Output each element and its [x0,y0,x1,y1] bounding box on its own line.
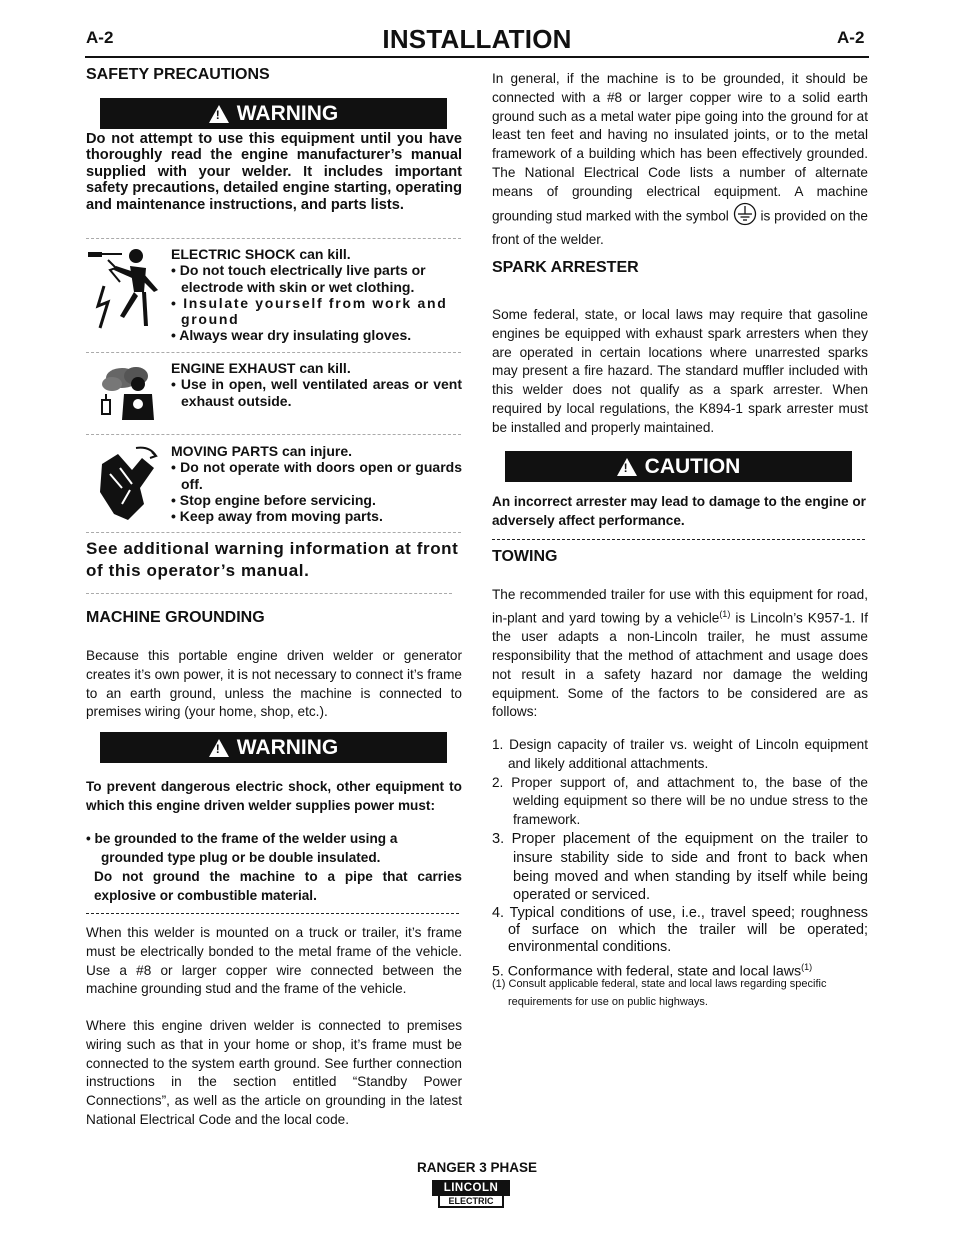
towing-text: is Lincoln’s K957-1. If the user adapts a non-Lincoln trailer, he must assume responsibility that the method of attachment and usage does not result in a safety hazard nor damage the welding equipment. Some of the factors to be considered are as follows: [492,610,868,720]
divider [86,352,461,353]
lincoln-electric-logo [432,1180,510,1208]
caution-text: An incorrect arrester may lead to damage to the engine or adversely affect performance. [492,494,866,528]
hazard-title: ENGINE EXHAUST can kill. [171,360,351,376]
electric-shock-icon [86,246,164,336]
caution-label: CAUTION [644,454,741,478]
warning-triangle-icon [209,105,229,123]
warning-note: Do not ground the machine to a pipe that carries explosive or combustible material. [94,869,462,903]
see-additional-note: See additional warning information at front of this operator’s manual. [86,539,459,580]
spark-arrester-heading: SPARK ARRESTER [492,259,639,276]
hazard-item: • Do not touch electrically live parts or electrode with skin or wet clothing. [171,262,426,295]
hazard-title: MOVING PARTS can injure. [171,443,352,459]
list-item-text: 5. Conformance with federal, state and local laws [492,963,802,980]
hazard-engine-exhaust [171,360,462,409]
divider [86,434,461,435]
divider [492,539,865,540]
page-title: INSTALLATION [382,24,572,54]
footnote-ref: (1) [801,962,813,973]
footnote-ref: (1) [719,608,731,619]
grounding-paragraph: When this welder is mounted on a truck or trailer, it’s frame must be electrically bonded to the metal frame of the vehicle. Use a #8 or larger copper wire connected between the machine grounding stud and the frame of the vehicle. [86,925,462,997]
hazard-item: • Insulate yourself from work and ground [171,294,448,328]
caution-triangle-icon [617,458,637,476]
hazard-item: • Stop engine before servicing. [171,491,376,508]
page-number-left: A-2 [86,28,114,47]
warning-label: WARNING [236,101,339,125]
list-item: 3. Proper placement of the equipment on the trailer to insure stability side to side and front to back when being moved and when standing by itself while being operated or serviced. [492,830,868,904]
footer-model: RANGER 3 PHASE [416,1160,538,1175]
hazard-item: • Use in open, well ventilated areas or vent exhaust outside. [171,376,462,409]
divider [86,238,461,239]
warning-text: Do not attempt to use this equipment until you have thoroughly read the engine manufacturer’s manual supplied with your welder. It includes important safety precautions, detailed engine starting, operating and maintenance instructions, and parts lists. [86,131,462,213]
hazard-item: • Do not operate with doors open or guards off. [171,459,462,492]
grounding-text: In general, if the machine is to be grounded, it should be connected with a #8 or larger copper wire to a solid earth ground such as a metal water pipe going into the ground for at least ten feet and having no insulated joints, or to the metal framework of a building which has been effectively grounded. The National Electrical Code lists a number of alternate means of grounding electrical equipment. A machine grounding stud marked with the symbol [492,71,868,224]
hazard-title: ELECTRIC SHOCK can kill. [171,246,351,262]
engine-exhaust-icon [96,364,160,428]
warning-bullet: • be grounded to the frame of the welder using a grounded type plug or be double insulated. [86,831,398,865]
list-item: 2. Proper support of, and attachment to, the base of the welding equipment so there will be no undue stress to the framework. [492,774,868,828]
divider [86,913,459,914]
page-number-right: A-2 [837,28,865,47]
warning-triangle-icon [209,739,229,757]
caution-banner [505,451,852,482]
ground-symbol-icon [733,202,757,232]
divider [86,532,461,533]
grounding-paragraph: Because this portable engine driven welder or generator creates it’s own power, it is not necessary to connect it’s frame to an earth ground, unless the machine is connected to premises wiring (your home, shop, etc.). [86,648,462,720]
logo-bottom: ELECTRIC [438,1196,504,1208]
hazard-item: • Always wear dry insulating gloves. [171,327,412,344]
towing-paragraph [492,586,868,722]
moving-parts-icon [92,444,162,524]
warning-intro: To prevent dangerous electric shock, other equipment to which this engine driven welder supplies power must: [86,779,462,813]
grounding-paragraph-continued [492,70,868,250]
footnote: (1) Consult applicable federal, state and local laws regarding specific requirements for use on public highways. [492,978,827,1008]
towing-text: The recommended trailer for use with this equipment for road, in-plant and yard towing by a vehicle [492,587,868,626]
safety-heading: SAFETY PRECAUTIONS [86,66,270,83]
list-item: 4. Typical conditions of use, i.e., travel speed; roughness of surface on which the trailer will be operated; environmental conditions. [492,905,868,956]
logo-top: LINCOLN [432,1180,510,1196]
spark-arrester-paragraph: Some federal, state, or local laws may require that gasoline engines be equipped with exhaust spark arresters when they are operated in certain locations where unarrested sparks may present a fire hazard. The standard muffler included with this welder does not qualify as a spark arrester. When required by local regulations, the K894-1 spark arrester must be installed and properly maintained. [492,307,868,435]
grounding-paragraph: Where this engine driven welder is connected to premises wiring such as that in your home or shop, it’s frame must be connected to the system earth ground. See further connection instructions in the section entitled “Standby Power Connections”, as well as the article on grounding in the latest National Electrical Code and the local code. [86,1018,462,1127]
hazard-item: • Keep away from moving parts. [171,508,383,525]
divider [86,593,452,594]
warning-label: WARNING [236,735,339,759]
towing-heading: TOWING [492,548,558,565]
warning-banner [100,732,447,763]
grounding-heading: MACHINE GROUNDING [86,609,265,626]
hazard-moving-parts [171,443,462,524]
header-rule [85,56,869,58]
towing-factors-list [492,736,868,982]
hazard-electric-shock [171,246,462,344]
warning-banner [100,98,447,129]
grounding-text: is provided on the front of the welder. [492,208,868,248]
list-item: 1. Design capacity of trailer vs. weight of Lincoln equipment and likely additional attachments. [492,737,868,771]
